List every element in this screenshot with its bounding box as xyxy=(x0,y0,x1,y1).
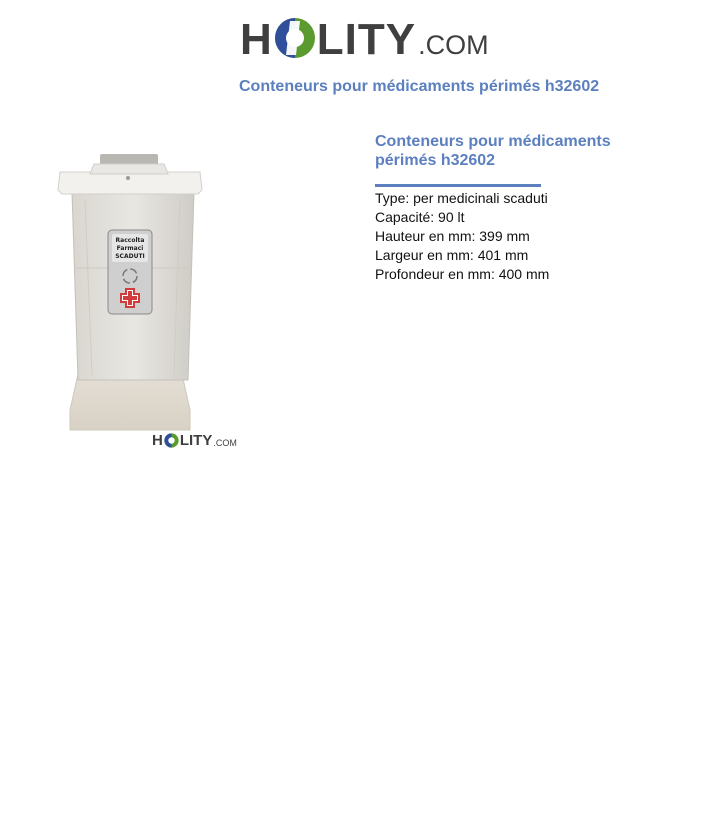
site-logo[interactable] xyxy=(240,12,489,66)
bin-label-line-3: SCADUTI xyxy=(115,253,145,260)
spec-type: Type: per medicinali scaduti xyxy=(375,190,548,206)
spec-depth: Profondeur en mm: 400 mm xyxy=(375,266,550,282)
logo-wordmark xyxy=(240,12,489,72)
spec-width: Largeur en mm: 401 mm xyxy=(375,247,529,263)
image-watermark-logo xyxy=(152,432,237,449)
product-title: Conteneurs pour médicaments périmés h32602 xyxy=(375,133,611,169)
watermark-letters-lity: LITY xyxy=(179,432,213,449)
product-details xyxy=(375,132,675,284)
medicine-collection-bin-image xyxy=(50,150,240,455)
watermark-letter-h: H xyxy=(152,432,163,449)
spec-capacity: Capacité: 90 lt xyxy=(375,209,465,225)
bin-label-line-1: Raccolta xyxy=(115,237,145,244)
spec-list xyxy=(375,189,675,284)
logo-dotcom: .COM xyxy=(418,30,489,60)
spec-height: Hauteur en mm: 399 mm xyxy=(375,228,530,244)
title-divider xyxy=(375,184,541,187)
logo-letter-h: H xyxy=(240,15,273,64)
logo-letters-lity: LITY xyxy=(316,15,417,64)
product-image xyxy=(50,150,240,455)
bin-label-line-2: Farmaci xyxy=(116,245,144,252)
logo-o-mark-icon xyxy=(274,17,316,59)
watermark-dotcom: .COM xyxy=(213,437,237,448)
watermark-o-mark-icon xyxy=(164,433,179,448)
page-title: Conteneurs pour médicaments périmés h32602 xyxy=(239,78,600,95)
